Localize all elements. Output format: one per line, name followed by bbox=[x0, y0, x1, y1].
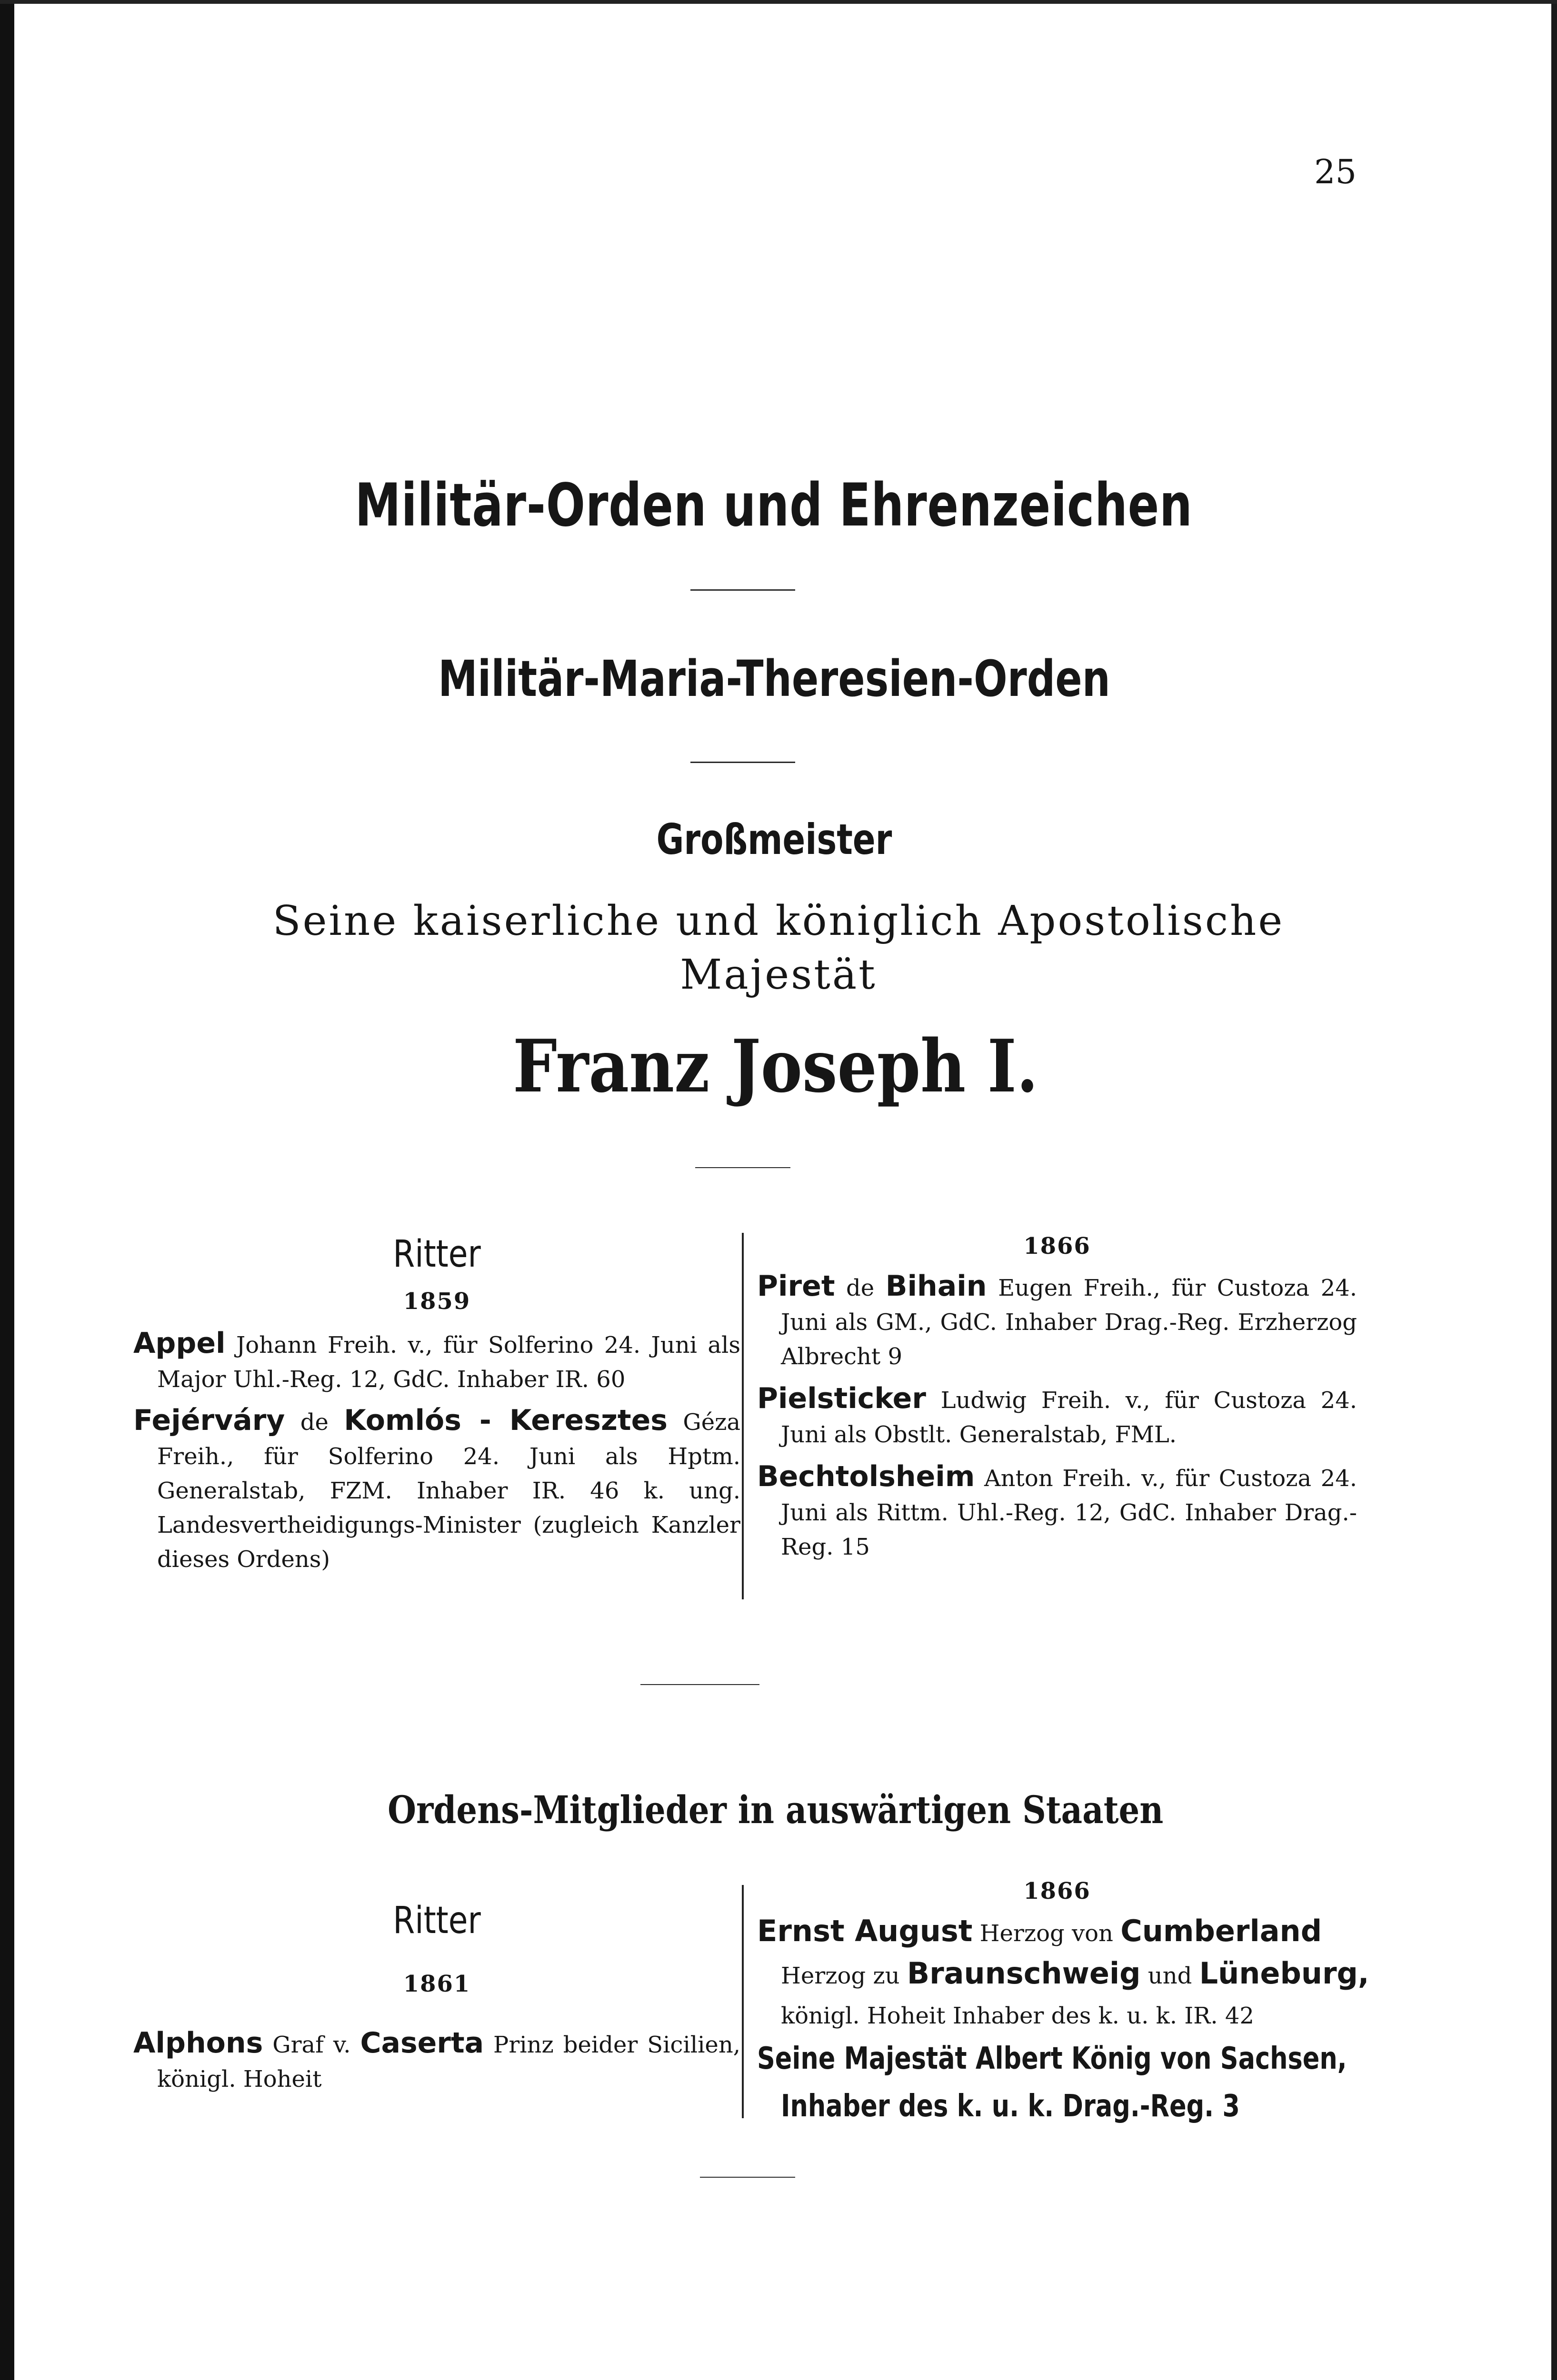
sovereign-name-row bbox=[0, 1023, 1557, 1109]
entry-name: Braunschweig bbox=[907, 1956, 1141, 1991]
entry-text: Prinz beider Sicilien, königl. Hoheit bbox=[157, 2032, 740, 2092]
order-title-row bbox=[0, 650, 1557, 708]
section2-heading: Ordens-Mitglieder in auswärtigen Staaten bbox=[388, 1787, 1164, 1832]
entry-line bbox=[757, 2039, 1357, 2086]
entry-line bbox=[757, 1954, 1369, 1996]
entry-text: Johann Freih. v., für Solferino 24. Juni als Major Uhl.-Reg. 12, GdC. Inhaber IR. 60 bbox=[157, 1332, 740, 1393]
order-title: Militär-Maria-Theresien-Orden bbox=[438, 650, 1110, 708]
divider bbox=[690, 762, 795, 763]
entry-particle: de bbox=[835, 1275, 886, 1301]
page-title: Militär-Orden und Ehrenzeichen bbox=[355, 471, 1193, 540]
entry-name: Komlós - Keresztes bbox=[344, 1404, 668, 1437]
sovereign-line-2: Majestät bbox=[680, 951, 877, 999]
entry-name: Lüneburg, bbox=[1199, 1956, 1369, 1991]
entry-text: königl. Hoheit Inhaber des k. u. k. IR. 42 bbox=[781, 2003, 1254, 2029]
scan-border-left bbox=[0, 0, 14, 2380]
section1-right-column bbox=[757, 1233, 1357, 1564]
divider bbox=[695, 1167, 790, 1168]
list-item bbox=[133, 1403, 740, 1577]
list-item bbox=[757, 1459, 1357, 1564]
entry-name: Appel bbox=[133, 1327, 226, 1360]
entry-name: Caserta bbox=[360, 2026, 484, 2060]
entry-name: Bechtolsheim bbox=[757, 1460, 975, 1493]
column-divider bbox=[742, 1885, 744, 2118]
sovereign-line-1: Seine kaiserliche und königlich Apostolische bbox=[272, 897, 1285, 945]
entry-line bbox=[757, 1996, 1357, 2036]
entry-line bbox=[757, 1911, 1357, 1954]
entry-text: Géza Freih., für Solferino 24. Juni als Hptm. Generalstab, FZM. Inhaber IR. 46 k. ung. Landesvertheidigungs-Minister (zugleich Kanzler dieses Ordens) bbox=[157, 1409, 741, 1573]
year-heading: 1861 bbox=[403, 1971, 471, 1997]
list-item bbox=[757, 1911, 1369, 2036]
section2-heading-row bbox=[0, 1787, 1557, 1832]
column-divider bbox=[742, 1233, 744, 1599]
entry-text: Ludwig Freih. v., für Custoza 24. Juni als Obstlt. Generalstab, FML. bbox=[781, 1387, 1357, 1448]
year-heading: 1866 bbox=[1023, 1878, 1091, 1904]
entry-name: Ernst August bbox=[757, 1914, 973, 1948]
entry-text: Graf v. bbox=[263, 2032, 360, 2058]
list-item bbox=[757, 1381, 1357, 1452]
page-number: 25 bbox=[1314, 152, 1357, 191]
entry-line bbox=[757, 2086, 1357, 2134]
section2-left-column bbox=[133, 1899, 740, 2096]
ritter-heading: Ritter bbox=[393, 1233, 481, 1276]
ritter-heading: Ritter bbox=[393, 1899, 481, 1942]
section1-left-column bbox=[133, 1233, 740, 1577]
divider bbox=[690, 589, 795, 591]
scan-border-right bbox=[1551, 0, 1557, 2380]
entry-text: und bbox=[1140, 1963, 1199, 1989]
list-item bbox=[757, 1269, 1357, 1374]
grossmeister-row bbox=[0, 815, 1557, 864]
entry-text: Herzog von bbox=[972, 1920, 1121, 1947]
entry-name: Fejérváry bbox=[133, 1404, 285, 1437]
year-heading: 1866 bbox=[1023, 1233, 1091, 1259]
entry-name: Alphons bbox=[133, 2026, 263, 2060]
entry-text: Anton Freih. v., für Custoza 24. Juni als Rittm. Uhl.-Reg. 12, GdC. Inhaber Drag.-Reg. 15 bbox=[781, 1465, 1357, 1560]
divider bbox=[700, 2177, 795, 2178]
sovereign-name: Franz Joseph I. bbox=[513, 1023, 1038, 1109]
scan-border-top bbox=[0, 0, 1557, 4]
entry-name: Seine Majestät Albert König von Sachsen, bbox=[757, 2041, 1347, 2076]
entry-text: Herzog zu bbox=[781, 1963, 907, 1989]
entry-name: Cumberland bbox=[1120, 1914, 1322, 1948]
entry-particle: de bbox=[285, 1409, 344, 1436]
page-title-row bbox=[0, 471, 1557, 540]
year-heading: 1859 bbox=[403, 1288, 471, 1315]
entry-name: Piret bbox=[757, 1269, 835, 1303]
entry-text: Inhaber des k. u. k. Drag.-Reg. 3 bbox=[781, 2089, 1240, 2124]
grossmeister-heading: Großmeister bbox=[656, 815, 892, 864]
entry-name: Bihain bbox=[885, 1269, 987, 1303]
section2-right-column bbox=[757, 1878, 1369, 2134]
list-item bbox=[133, 2026, 740, 2096]
list-item bbox=[757, 2039, 1357, 2134]
entry-name: Pielsticker bbox=[757, 1382, 926, 1415]
list-item bbox=[133, 1326, 740, 1397]
entry-text: Eugen Freih., für Custoza 24. Juni als GM., GdC. Inhaber Drag.-Reg. Erzherzog Albrecht 9 bbox=[781, 1275, 1357, 1370]
divider bbox=[640, 1684, 759, 1685]
